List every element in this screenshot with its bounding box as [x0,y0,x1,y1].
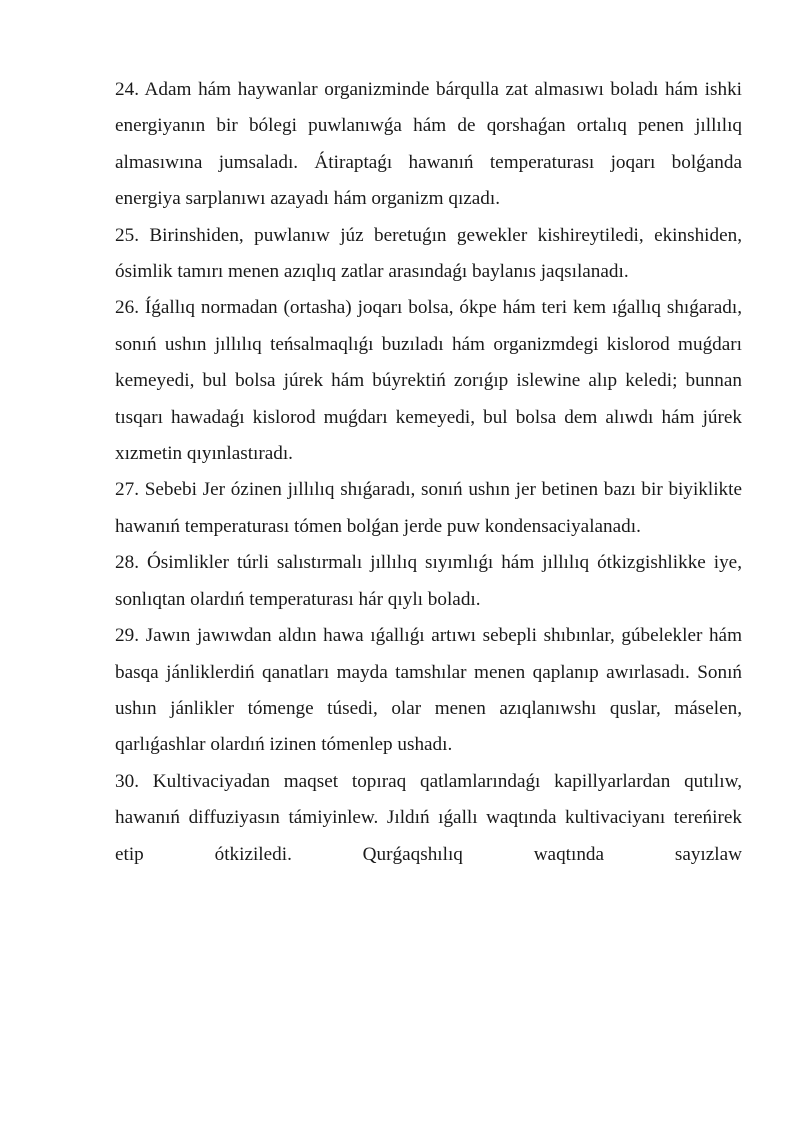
answer-26-paragraph: 26. Íǵallıq normadan (ortasha) joqarı bolsa, ókpe hám teri kem ıǵallıq shıǵaradı, sonıń ushın jıllılıq teńsalmaqlıǵı buzıladı hám organizmdegi kislorod muǵdarı kemeyedi, bul bolsa júrek hám búyrektiń zorıǵıp islewine alıp keledi; bunnan tısqarı hawadaǵı kislorod muǵdarı kemeyedi, bul bolsa dem alıwdı hám júrek xızmetin qıyınlastıradı. [115,297,742,465]
answer-24-paragraph: 24. Adam hám haywanlar organizminde bárqulla zat almasıwı boladı hám ishki energiyanın bir bólegi puwlanıwǵa hám de qorshaǵan ortalıq penen jıllılıq almasıwına jumsaladı. Átiraptaǵı hawanıń temperaturası joqarı bolǵanda energiya sarplanıwı azayadı hám organizm qızadı. [115,79,742,210]
answer-29-paragraph: 29. Jawın jawıwdan aldın hawa ıǵallıǵı artıwı sebepli shıbınlar, gúbelekler hám basqa jánliklerdiń qanatları mayda tamshılar menen qaplanıp awırlasadı. Sonıń ushın jánlikler tómenge túsedi, olar menen azıqlanıwshı quslar, máselen, qarlıǵashlar olardıń izinen tómenlep ushadı. [115,625,742,756]
answer-28-paragraph: 28. Ósimlikler túrli salıstırmalı jıllılıq sıyımlıǵı hám jıllılıq ótkizgishlikke iye, sonlıqtan olardıń temperaturası hár qıylı boladı. [115,552,742,610]
document-page [115,72,742,873]
answer-30-paragraph: 30. Kultivaciyadan maqset topıraq qatlamlarındaǵı kapillyarlardan qutılıw, hawanıń diffuziyasın támiyinlew. Jıldıń ıǵallı waqtında kultivaciyanı tereńirek etip ótkiziledi. Qurǵaqshılıq waqtında sayızlaw [115,770,742,865]
answer-27-paragraph: 27. Sebebi Jer ózinen jıllılıq shıǵaradı, sonıń ushın jer betinen bazı bir biyiklikte hawanıń temperaturası tómen bolǵan jerde puw kondensaciyalanadı. [115,479,742,537]
answer-25-paragraph: 25. Birinshiden, puwlanıw júz beretuǵın gewekler kishireytiledi, ekinshiden, ósimlik tamırı menen azıqlıq zatlar arasındaǵı baylanıs jaqsılanadı. [115,224,742,283]
